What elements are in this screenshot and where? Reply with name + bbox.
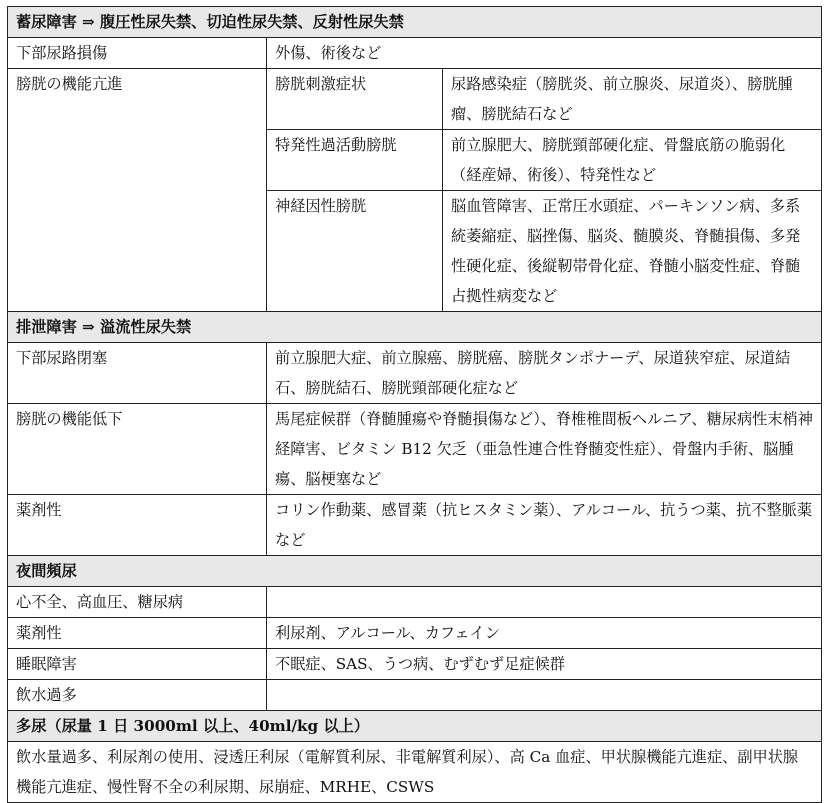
cause-cell: 膀胱の機能低下 [8, 404, 267, 495]
cause-cell: 薬剤性 [8, 495, 267, 556]
detail-cell: 尿路感染症（膀胱炎、前立腺炎、尿道炎）、膀胱腫瘤、膀胱結石など [443, 69, 822, 130]
detail-cell: 利尿剤、アルコール、カフェイン [267, 618, 822, 649]
section-header-row [8, 711, 822, 742]
section-header-voiding: 排泄障害 ⇒ 溢流性尿失禁 [8, 312, 822, 343]
causes-table [7, 6, 822, 803]
subcause-cell: 特発性過活動膀胱 [267, 130, 443, 191]
detail-cell: 脳血管障害、正常圧水頭症、パーキンソン病、多系統萎縮症、脳挫傷、脳炎、髄膜炎、脊髄損傷、多発性硬化症、後縦靭帯骨化症、脊髄小脳変性症、脊髄占拠性病変など [443, 191, 822, 312]
detail-cell [267, 587, 822, 618]
detail-cell: コリン作動薬、感冒薬（抗ヒスタミン薬）、アルコール、抗うつ薬、抗不整脈薬など [267, 495, 822, 556]
section-header-polyuria: 多尿（尿量 1 日 3000ml 以上、40ml/kg 以上） [8, 711, 822, 742]
table-row [8, 742, 822, 803]
subcause-cell: 膀胱刺激症状 [267, 69, 443, 130]
detail-cell: 飲水量過多、利尿剤の使用、浸透圧利尿（電解質利尿、非電解質利尿）、高 Ca 血症、甲状腺機能亢進症、副甲状腺機能亢進症、慢性腎不全の利尿期、尿崩症、MRHE、CSWS [8, 742, 822, 803]
table-row [8, 404, 822, 495]
table-row [8, 587, 822, 618]
detail-cell: 外傷、術後など [267, 38, 822, 69]
section-header-nocturia: 夜間頻尿 [8, 556, 822, 587]
cause-cell: 心不全、高血圧、糖尿病 [8, 587, 267, 618]
table-row [8, 495, 822, 556]
detail-cell: 不眠症、SAS、うつ病、むずむず足症候群 [267, 649, 822, 680]
section-header-row [8, 312, 822, 343]
cause-cell: 下部尿路損傷 [8, 38, 267, 69]
cause-cell: 飲水過多 [8, 680, 267, 711]
table-row [8, 38, 822, 69]
subcause-cell: 神経因性膀胱 [267, 191, 443, 312]
table-row [8, 69, 822, 130]
cause-cell: 薬剤性 [8, 618, 267, 649]
cause-cell: 下部尿路閉塞 [8, 343, 267, 404]
cause-cell: 膀胱の機能亢進 [8, 69, 267, 312]
cause-cell: 睡眠障害 [8, 649, 267, 680]
table-row [8, 680, 822, 711]
detail-cell: 前立腺肥大、膀胱頸部硬化症、骨盤底筋の脆弱化（経産婦、術後）、特発性など [443, 130, 822, 191]
detail-cell: 前立腺肥大症、前立腺癌、膀胱癌、膀胱タンポナーデ、尿道狭窄症、尿道結石、膀胱結石、膀胱頸部硬化症など [267, 343, 822, 404]
table-row [8, 649, 822, 680]
section-header-storage: 蓄尿障害 ⇒ 腹圧性尿失禁、切迫性尿失禁、反射性尿失禁 [8, 7, 822, 38]
table-row [8, 618, 822, 649]
section-header-row [8, 556, 822, 587]
detail-cell: 馬尾症候群（脊髄腫瘍や脊髄損傷など）、脊椎椎間板ヘルニア、糖尿病性末梢神経障害、ビタミン B12 欠乏（亜急性連合性脊髄変性症）、骨盤内手術、脳腫瘍、脳梗塞など [267, 404, 822, 495]
table-row [8, 343, 822, 404]
section-header-row [8, 7, 822, 38]
detail-cell [267, 680, 822, 711]
